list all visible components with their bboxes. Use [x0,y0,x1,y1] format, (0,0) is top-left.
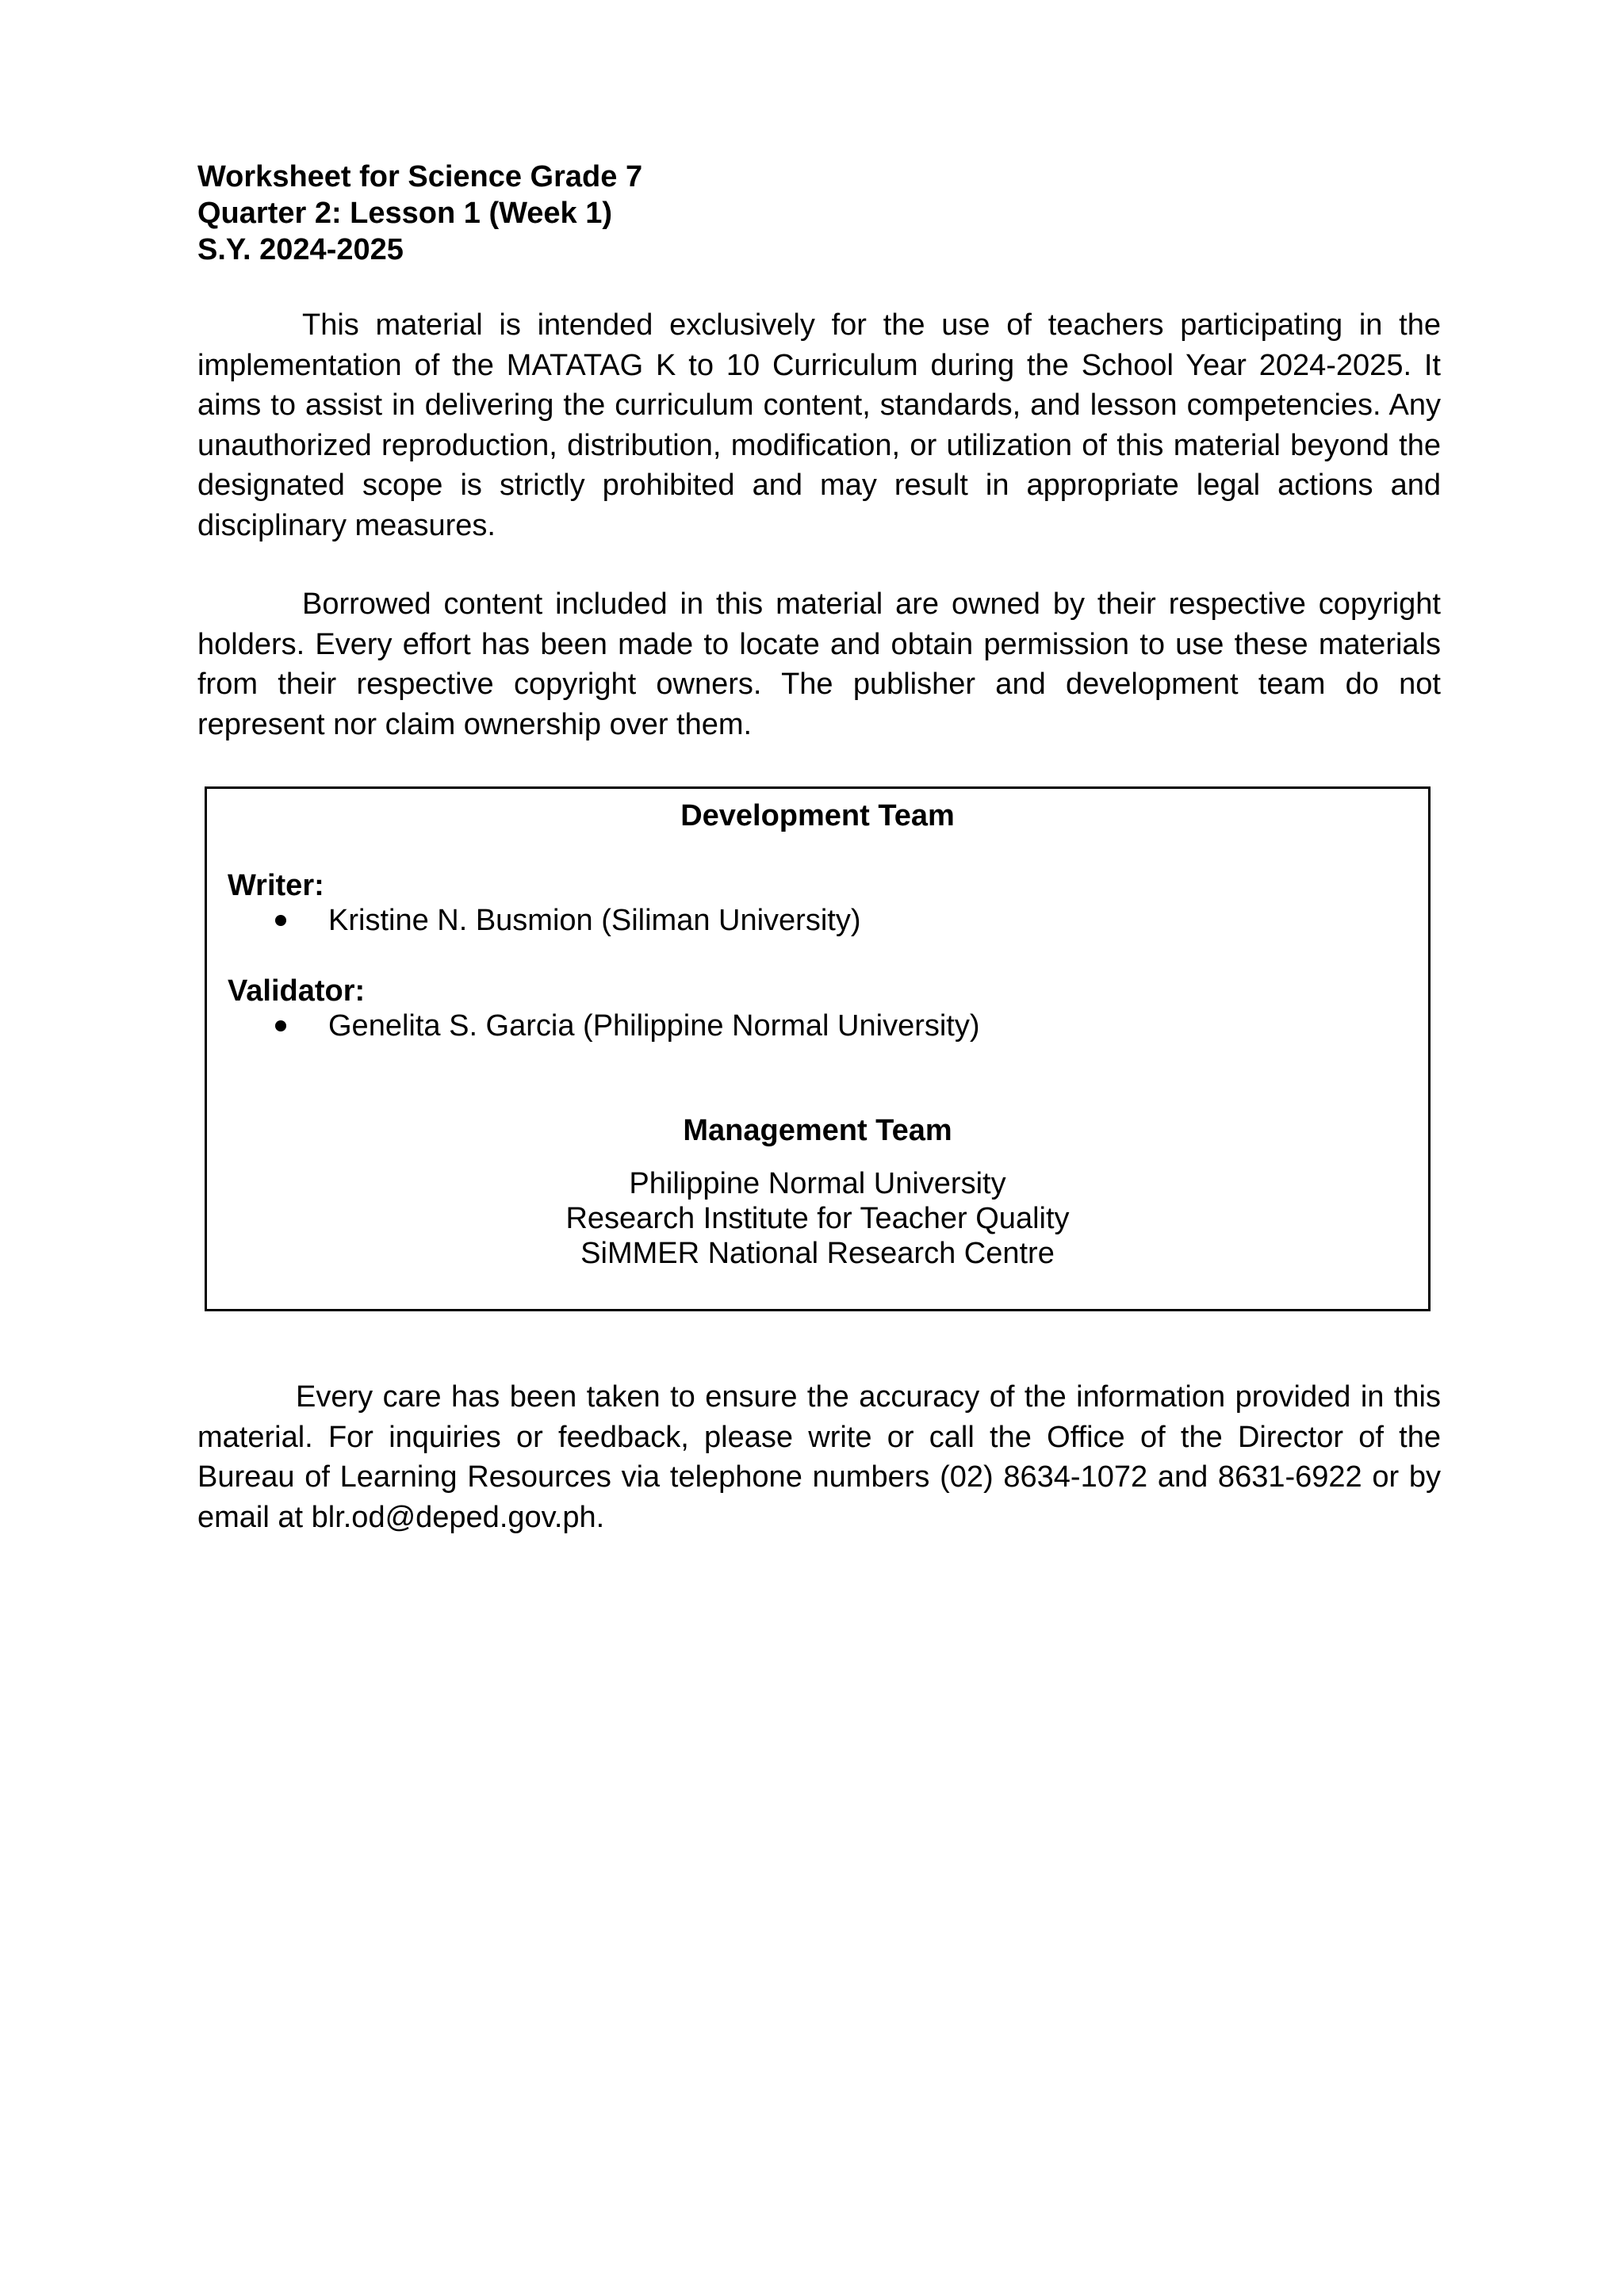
bullet-icon [275,915,286,926]
validator-label: Validator: [228,974,366,1008]
lesson-subtitle: Quarter 2: Lesson 1 (Week 1) [197,197,613,230]
management-line: Philippine Normal University [629,1167,1006,1200]
team-box [205,786,1431,1311]
validator-name: Genelita S. Garcia (Philippine Normal University) [328,1009,980,1043]
writer-list-item [275,902,861,939]
writer-name: Kristine N. Busmion (Siliman University) [328,904,861,937]
management-line: Research Institute for Teacher Quality [565,1202,1070,1235]
copyright-notice-paragraph: Borrowed content included in this material are owned by their respective copyright holders. Every effort has been made to locate and obtain permission to use these materials from their respective copyright owners. The publisher and development team do not represent nor claim ownership over them. [197,587,1441,741]
development-team-title: Development Team [680,799,955,832]
validator-list-item [275,1008,980,1044]
document-header [197,159,1434,268]
management-team-title: Management Team [683,1114,952,1147]
bullet-icon [275,1020,286,1031]
management-line: SiMMER National Research Centre [580,1237,1055,1270]
writer-label: Writer: [228,869,324,902]
management-team-list [207,1166,1428,1271]
school-year: S.Y. 2024-2025 [197,233,404,266]
contact-notice-paragraph: Every care has been taken to ensure the accuracy of the information provided in this material. For inquiries or feedback, please write or call the Office of the Director of the Bureau of Learning Resources via telephone numbers (02) 8634-1072 and 8631-6922 or by email at blr.od@deped.gov.ph. [197,1380,1441,1534]
worksheet-title: Worksheet for Science Grade 7 [197,160,643,193]
usage-notice-paragraph: This material is intended exclusively for the use of teachers participating in the implementation of the MATATAG K to 10 Curriculum during the School Year 2024-2025. It aims to assist in delivering the curriculum content, standards, and lesson competencies. Any unauthorized reproduction, distribution, modification, or utilization of this material beyond the designated scope is strictly prohibited and may result in appropriate legal actions and disciplinary measures. [197,308,1441,542]
